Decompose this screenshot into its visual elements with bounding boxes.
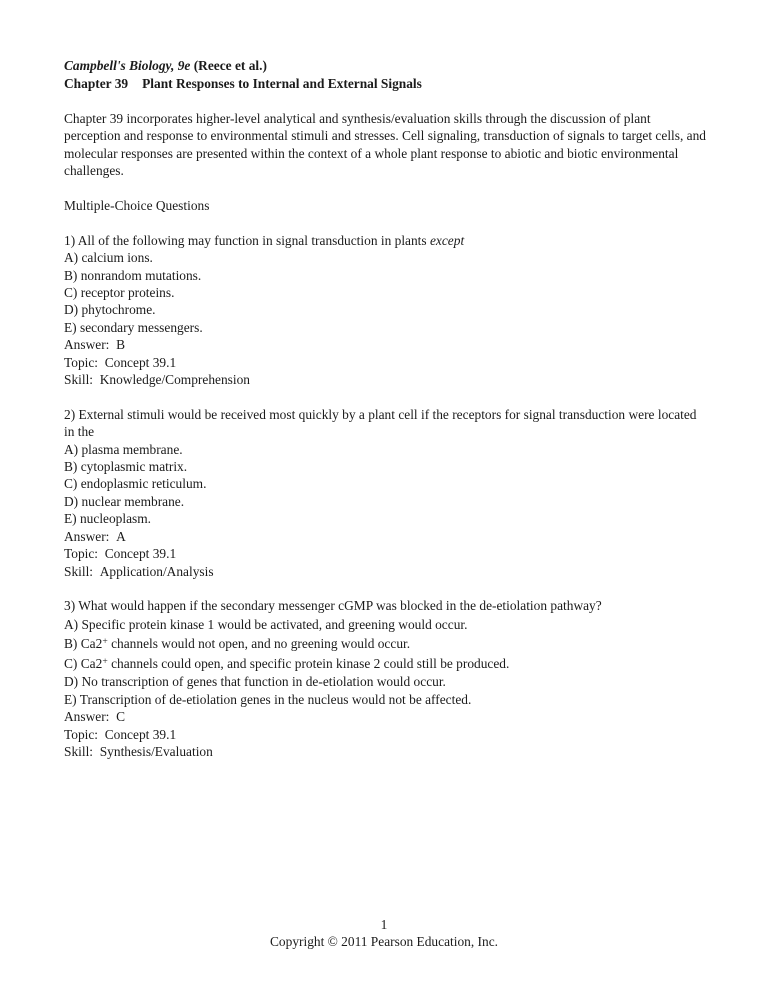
- question-block: [64, 597, 707, 760]
- question-stem-emphasis: except: [429, 232, 465, 248]
- answer-line: [64, 528, 707, 545]
- option-text-post: channels could open, and specific protein kinase 2 could still be produced.: [107, 655, 510, 671]
- option-item: D) phytochrome.: [64, 302, 156, 318]
- topic-value: Concept 39.1: [104, 726, 177, 742]
- option-item: [64, 654, 707, 674]
- topic-line: [64, 726, 707, 743]
- spacer-after-header: [64, 93, 707, 110]
- spacer-after-intro: [64, 180, 707, 197]
- skill-value: Synthesis/Evaluation: [99, 744, 213, 760]
- intro-paragraph: Chapter 39 incorporates higher-level analytical and synthesis/evaluation skills through the discussion of plant perception and response to environmental stimuli and stresses. Cell signaling, transduction of signals to target cells, and molecular responses are presented within the context of a whole plant response to abiotic and biotic environmental challenges.: [64, 110, 706, 179]
- option-text-pre: C) Ca2: [64, 655, 103, 671]
- option-item: A) calcium ions.: [64, 250, 153, 266]
- option-item: E) nucleoplasm.: [64, 511, 152, 527]
- charge-superscript: +: [102, 655, 108, 667]
- option-item: C) receptor proteins.: [64, 285, 175, 301]
- answer-line: [64, 708, 707, 725]
- question-stem: [64, 232, 707, 249]
- question-stem: [64, 597, 707, 614]
- topic-label: Topic:: [64, 354, 99, 370]
- charge-superscript: +: [102, 636, 108, 648]
- topic-value: Concept 39.1: [104, 354, 177, 370]
- answer-line: [64, 336, 707, 353]
- topic-label: Topic:: [64, 726, 99, 742]
- spacer-after-section-heading: [64, 214, 707, 231]
- page-number: 1: [380, 917, 388, 932]
- option-item: [64, 691, 707, 708]
- question-block: [64, 232, 707, 389]
- answer-label: Answer:: [64, 709, 110, 725]
- book-title-line: [64, 57, 707, 75]
- question-stem-text: 3) What would happen if the secondary messenger cGMP was blocked in the de-etiolation pathway?: [64, 598, 602, 614]
- spacer-between-questions: [64, 388, 707, 405]
- option-item: E) secondary messengers.: [64, 319, 203, 335]
- chapter-heading-line: [64, 75, 707, 93]
- answer-label: Answer:: [64, 528, 110, 544]
- topic-value: Concept 39.1: [104, 546, 177, 562]
- page-footer: [0, 916, 768, 951]
- topic-line: [64, 354, 707, 371]
- skill-label: Skill:: [64, 372, 94, 388]
- option-text-pre: B) Ca2: [64, 636, 103, 652]
- chapter-title: Plant Responses to Internal and External Signals: [142, 75, 422, 91]
- skill-line: [64, 563, 707, 580]
- page-content: [64, 57, 707, 761]
- skill-value: Application/Analysis: [99, 563, 214, 579]
- section-heading: Multiple-Choice Questions: [64, 198, 210, 213]
- option-text-pre: A) Specific protein kinase 1 would be activated, and greening would occur.: [64, 616, 468, 632]
- option-text-post: channels would not open, and no greening would occur.: [107, 636, 411, 652]
- option-item: [64, 634, 707, 654]
- spacer-between-questions: [64, 580, 707, 597]
- question-block: [64, 406, 707, 580]
- topic-label: Topic:: [64, 546, 99, 562]
- skill-line: [64, 371, 707, 388]
- option-item: B) cytoplasmic matrix.: [64, 459, 188, 475]
- copyright-notice: Copyright © 2011 Pearson Education, Inc.: [270, 934, 498, 950]
- answer-value: B: [116, 337, 126, 353]
- question-stem-text: 2) External stimuli would be received most quickly by a plant cell if the receptors for signal transduction were located in the: [64, 406, 697, 440]
- option-item: C) endoplasmic reticulum.: [64, 476, 207, 492]
- option-item: D) nuclear membrane.: [64, 493, 185, 509]
- skill-label: Skill:: [64, 744, 94, 760]
- option-text-pre: D) No transcription of genes that function in de-etiolation would occur.: [64, 674, 446, 690]
- question-stem-text: 1) All of the following may function in signal transduction in plants: [64, 232, 430, 248]
- answer-label: Answer:: [64, 337, 110, 353]
- option-item: [64, 673, 707, 690]
- question-stem: [64, 406, 707, 441]
- answer-value: C: [116, 709, 126, 725]
- option-item: A) plasma membrane.: [64, 441, 183, 457]
- skill-line: [64, 743, 707, 760]
- option-item: [64, 615, 707, 635]
- book-title: Campbell's Biology, 9e: [64, 58, 191, 73]
- option-text-pre: E) Transcription of de-etiolation genes in the nucleus would not be affected.: [64, 691, 472, 707]
- chapter-label: Chapter 39: [64, 75, 129, 91]
- book-authors: (Reece et al.): [193, 58, 267, 73]
- skill-label: Skill:: [64, 563, 94, 579]
- topic-line: [64, 545, 707, 562]
- answer-value: A: [116, 528, 126, 544]
- skill-value: Knowledge/Comprehension: [99, 372, 250, 388]
- option-item: B) nonrandom mutations.: [64, 267, 202, 283]
